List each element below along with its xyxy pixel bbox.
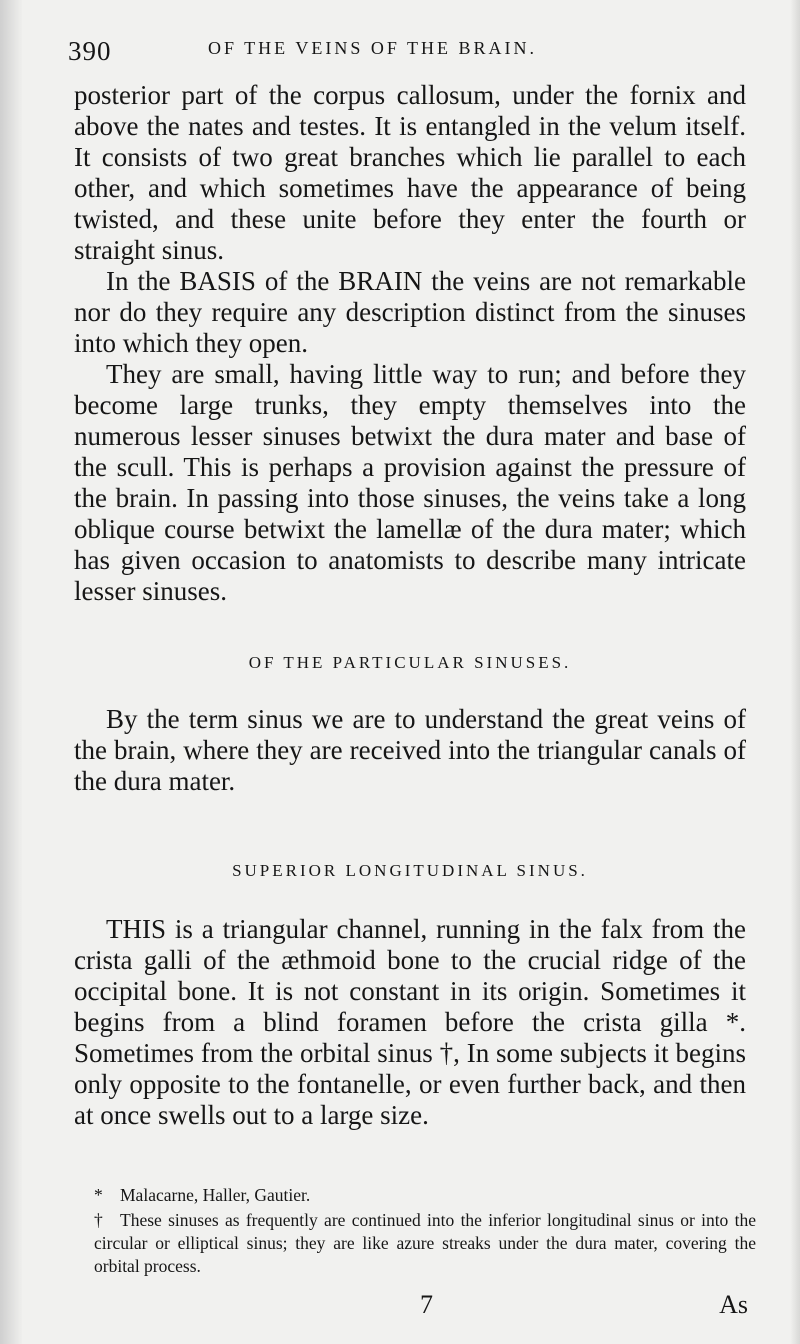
paragraph-sinus-definition: By the term sinus we are to understand the great veins of the brain, where they are received into the triangular canals of the dura mater. <box>74 704 746 796</box>
footnotes <box>94 1184 756 1280</box>
catchword: As <box>719 1290 748 1319</box>
paragraph-basis: In the BASIS of the BRAIN the veins are not remarkable nor do they require any description distinct from the sinuses into which they open. <box>74 266 746 358</box>
section-heading-particular-sinuses: OF THE PARTICULAR SINUSES. <box>248 653 572 672</box>
footnote-text: These sinuses as frequently are continued into the inferior longitudinal sinus or into the circular or elliptical sinus; they are like azure streaks under the dura mater, covering the orbital process. <box>94 1210 756 1276</box>
footnote <box>94 1184 756 1207</box>
paragraph-continued: posterior part of the corpus callosum, under the fornix and above the nates and testes. It is entangled in the velum itself. It consists of two great branches which lie parallel to each other, and which sometimes have the appearance of being twisted, and these unite before they enter the fourth or straight sinus. <box>74 80 746 265</box>
section-heading-superior-longitudinal-sinus: SUPERIOR LONGITUDINAL SINUS. <box>232 861 588 880</box>
paragraph-small-veins: They are small, having little way to run; and before they become large trunks, they empty themselves into the numerous lesser sinuses betwixt the dura mater and base of the scull. This is perhaps a provision against the pressure of the brain. In passing into those sinuses, the veins take a long oblique course betwixt the lamellæ of the dura mater; which has given occasion to anatomists to describe many intricate lesser sinuses. <box>74 359 746 606</box>
footnote-mark: * <box>94 1185 103 1205</box>
footnote-text: Malacarne, Haller, Gautier. <box>120 1185 311 1205</box>
signature-mark: 7 <box>420 1290 433 1319</box>
footnote <box>94 1209 756 1278</box>
body-text <box>74 80 746 1131</box>
page-number: 390 <box>68 36 112 66</box>
paragraph-superior-longitudinal: THIS is a triangular channel, running in the falx from the crista galli of the æthmoid bone to the crucial ridge of the occipital bone. It is not constant in its origin. Sometimes it begins from a blind foramen before the crista gilla *. Sometimes from the orbital sinus †, In some subjects it begins only opposite to the fontanelle, or even further back, and then at once swells out to a large size. <box>74 914 746 1130</box>
running-title: OF THE VEINS OF THE BRAIN. <box>208 38 538 58</box>
footnote-mark: † <box>94 1210 103 1230</box>
running-head <box>68 36 740 66</box>
